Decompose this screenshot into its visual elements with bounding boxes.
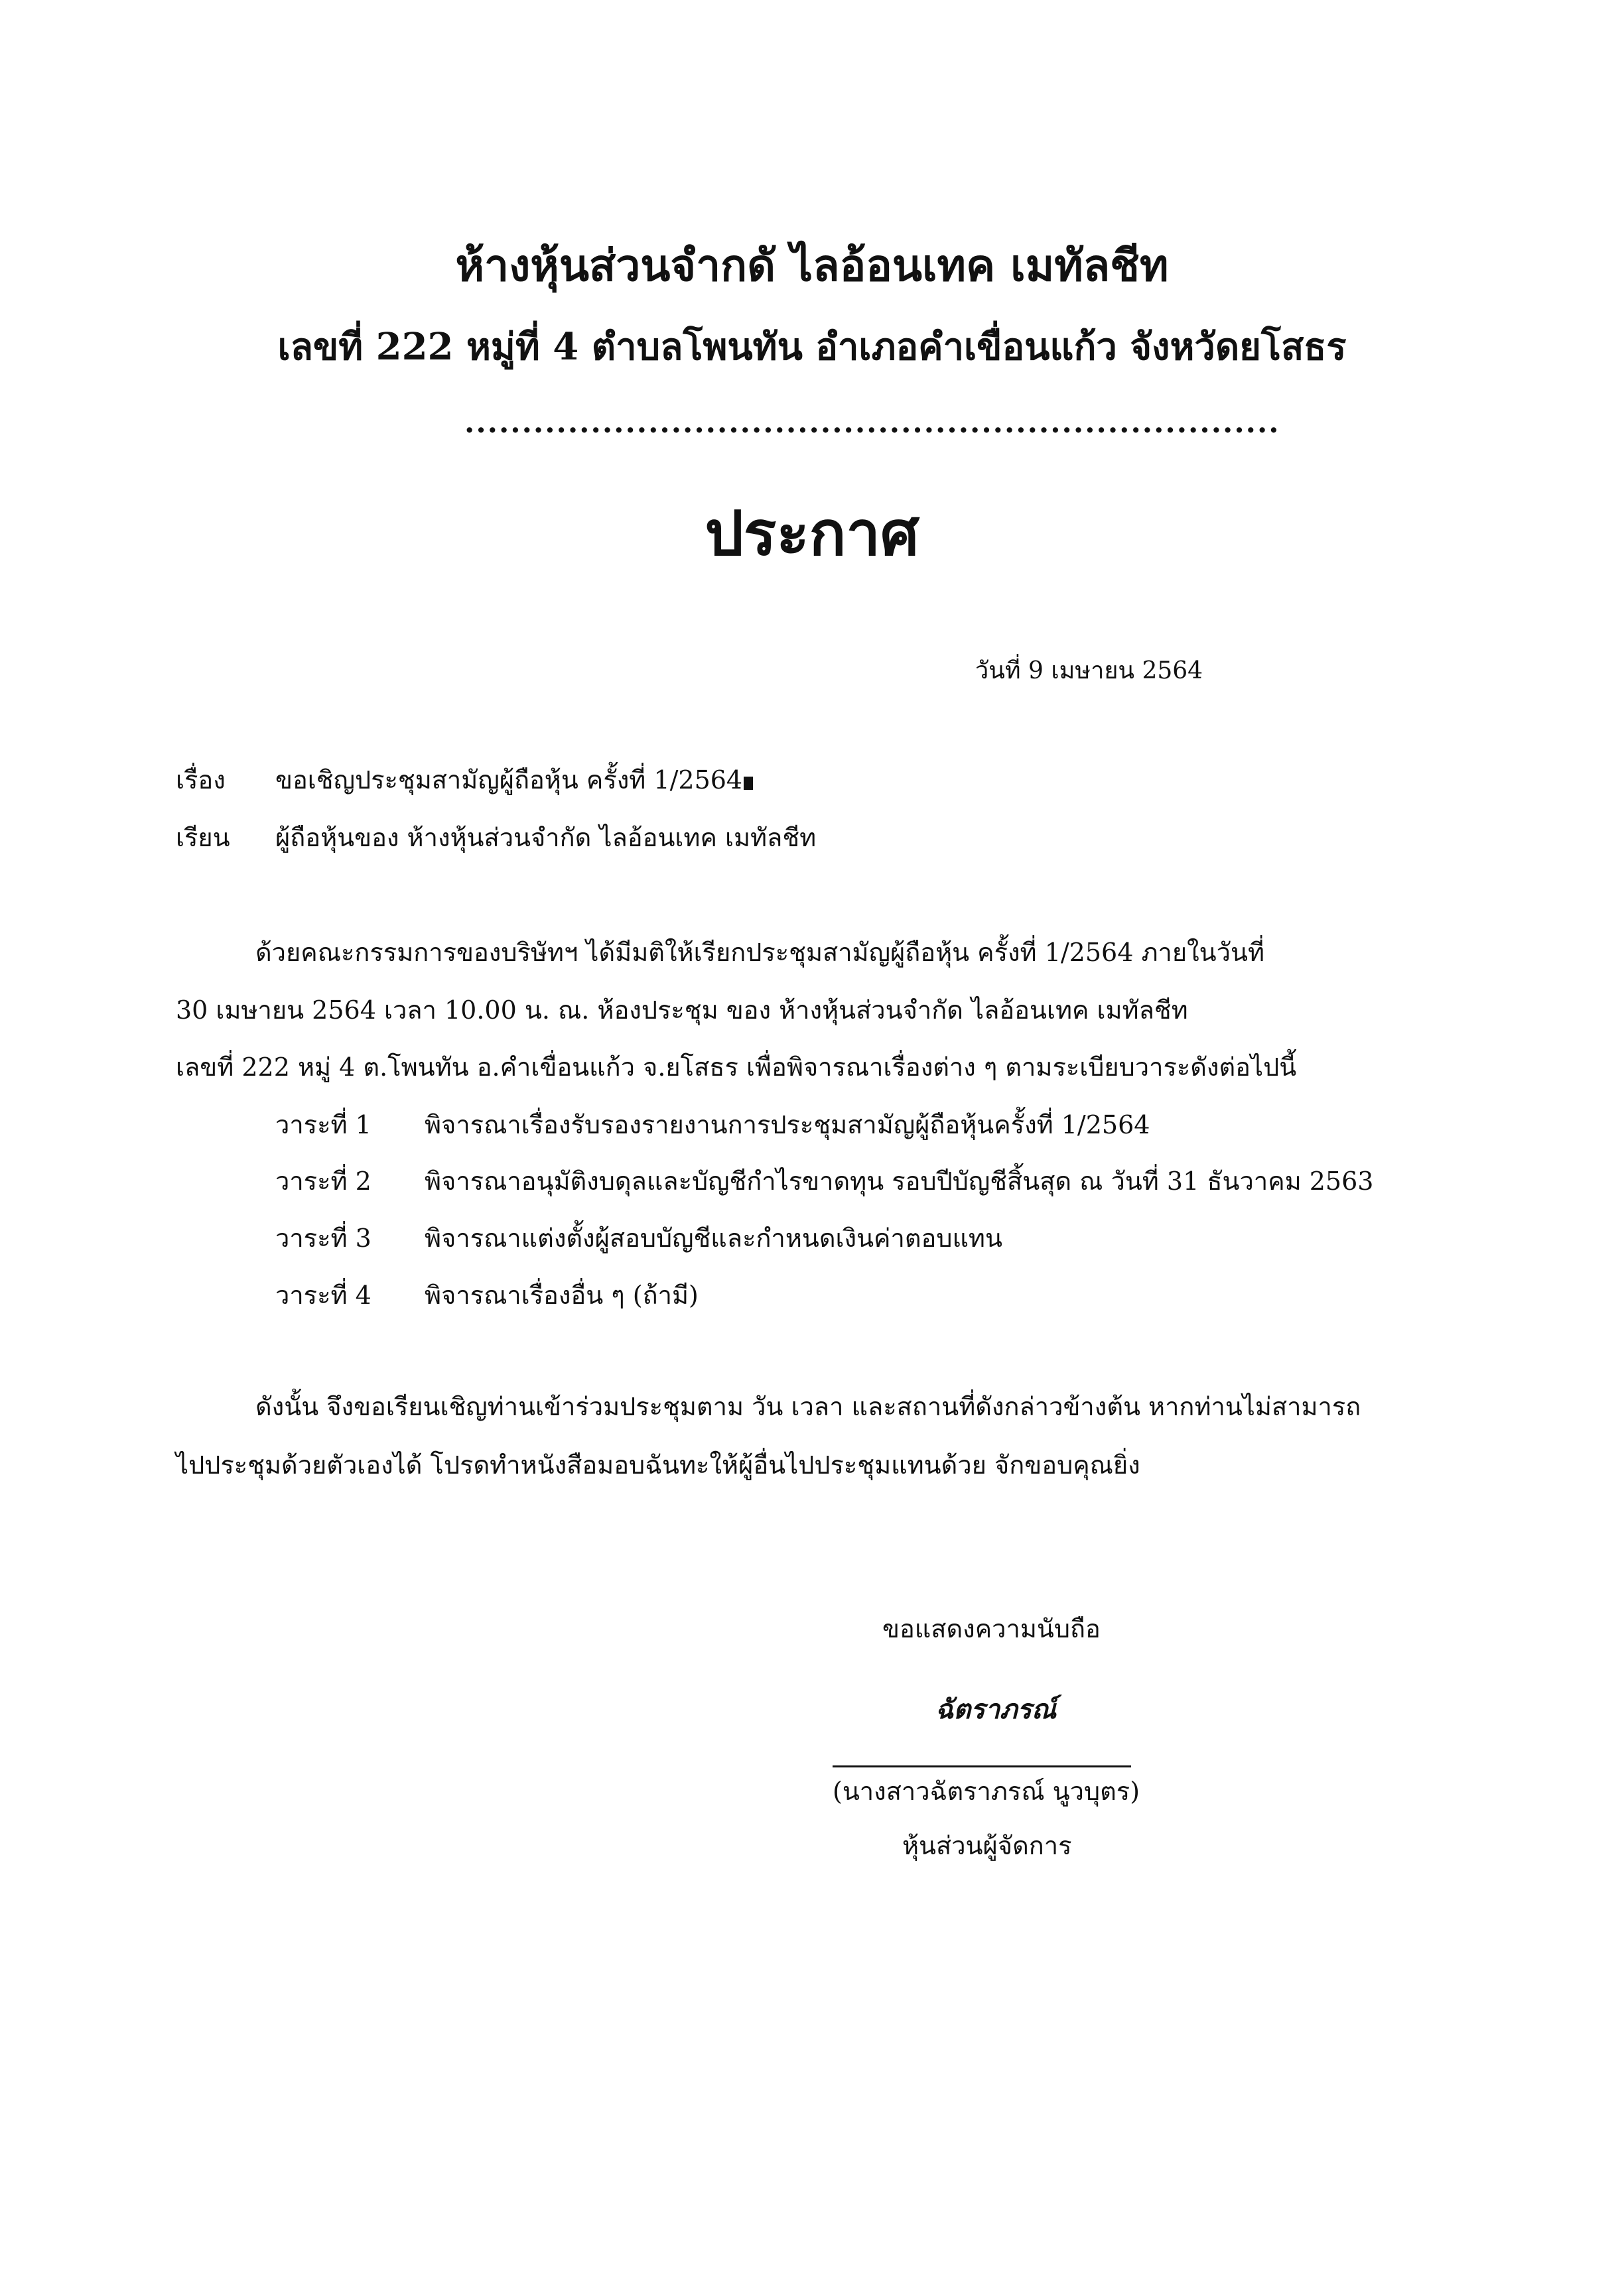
recipient-label: เรียน — [176, 823, 230, 852]
subject-label: เรื่อง — [176, 765, 226, 795]
intro-line-3: เลขที่ 222 หมู่ 4 ต.โพนทัน อ.คำเขื่อนแก้ว จ.ยโสธร เพื่อพิจารณาเรื่องต่าง ๆ ตามระเบียบวาระดังต่อไปนี้ — [176, 1052, 1297, 1082]
signer-position: หุ้นส่วนผู้จัดการ — [902, 1831, 1072, 1860]
agenda-number-1: วาระที่ 1 — [275, 1110, 372, 1139]
announcement-date: วันที่ 9 เมษายน 2564 — [975, 657, 1203, 684]
dotted-divider: ....................................................................... — [464, 406, 1280, 440]
ink-mark — [744, 777, 753, 790]
closing-salutation: ขอแสดงความนับถือ — [882, 1614, 1101, 1643]
agenda-text-2: พิจารณาอนุมัติงบดุลและบัญชีกำไรขาดทุน รอบปีบัญชีสิ้นสุด ณ วันที่ 31 ธันวาคม 2563 — [425, 1167, 1374, 1196]
closing-line-1: ดังนั้น จึงขอเรียนเชิญท่านเข้าร่วมประชุมตาม วัน เวลา และสถานที่ดังกล่าวข้างต้น หากท่านไม่สามารถ — [255, 1392, 1361, 1421]
subject-text — [275, 759, 753, 800]
recipient-text: ผู้ถือหุ้นของ ห้างหุ้นส่วนจำกัด ไลอ้อนเทค เมทัลชีท — [275, 823, 817, 852]
company-name: ห้างหุ้นส่วนจำกดั ไลอ้อนเทค เมทัลชีท — [455, 239, 1169, 291]
agenda-text-1: พิจารณาเรื่องรับรองรายงานการประชุมสามัญผู้ถือหุ้นครั้งที่ 1/2564 — [425, 1110, 1150, 1139]
agenda-text-4: พิจารณาเรื่องอื่น ๆ (ถ้ามี) — [425, 1281, 699, 1310]
company-address: เลขที่ 222 หมู่ที่ 4 ตำบลโพนทัน อำเภอคำเขื่อนแก้ว จังหวัดยโสธร — [277, 325, 1347, 369]
agenda-number-4: วาระที่ 4 — [275, 1281, 372, 1310]
intro-line-1: ด้วยคณะกรรมการของบริษัทฯ ได้มีมติให้เรียกประชุมสามัญผู้ถือหุ้น ครั้งที่ 1/2564 ภายในวันที่ — [255, 938, 1265, 967]
signer-name: (นางสาวฉัตราภรณ์ นูวบุตร) — [833, 1777, 1140, 1806]
intro-line-2: 30 เมษายน 2564 เวลา 10.00 น. ณ. ห้องประชุม ของ ห้างหุ้นส่วนจำกัด ไลอ้อนเทค เมทัลชีท — [176, 995, 1188, 1025]
closing-line-2: ไปประชุมด้วยตัวเองได้ โปรดทำหนังสือมอบฉันทะให้ผู้อื่นไปประชุมแทนด้วย จักขอบคุณยิ่ง — [176, 1450, 1140, 1480]
agenda-number-3: วาระที่ 3 — [275, 1224, 372, 1253]
signature-line — [833, 1765, 1131, 1767]
handwritten-signature: ฉัตราภรณ์ — [935, 1694, 1057, 1725]
agenda-text-3: พิจารณาแต่งตั้งผู้สอบบัญชีและกำหนดเงินค่าตอบแทน — [425, 1224, 1002, 1253]
agenda-number-2: วาระที่ 2 — [275, 1167, 372, 1196]
page-title: ประกาศ — [705, 497, 919, 569]
subject-text-value: ขอเชิญประชุมสามัญผู้ถือหุ้น ครั้งที่ 1/2564 — [275, 765, 743, 795]
